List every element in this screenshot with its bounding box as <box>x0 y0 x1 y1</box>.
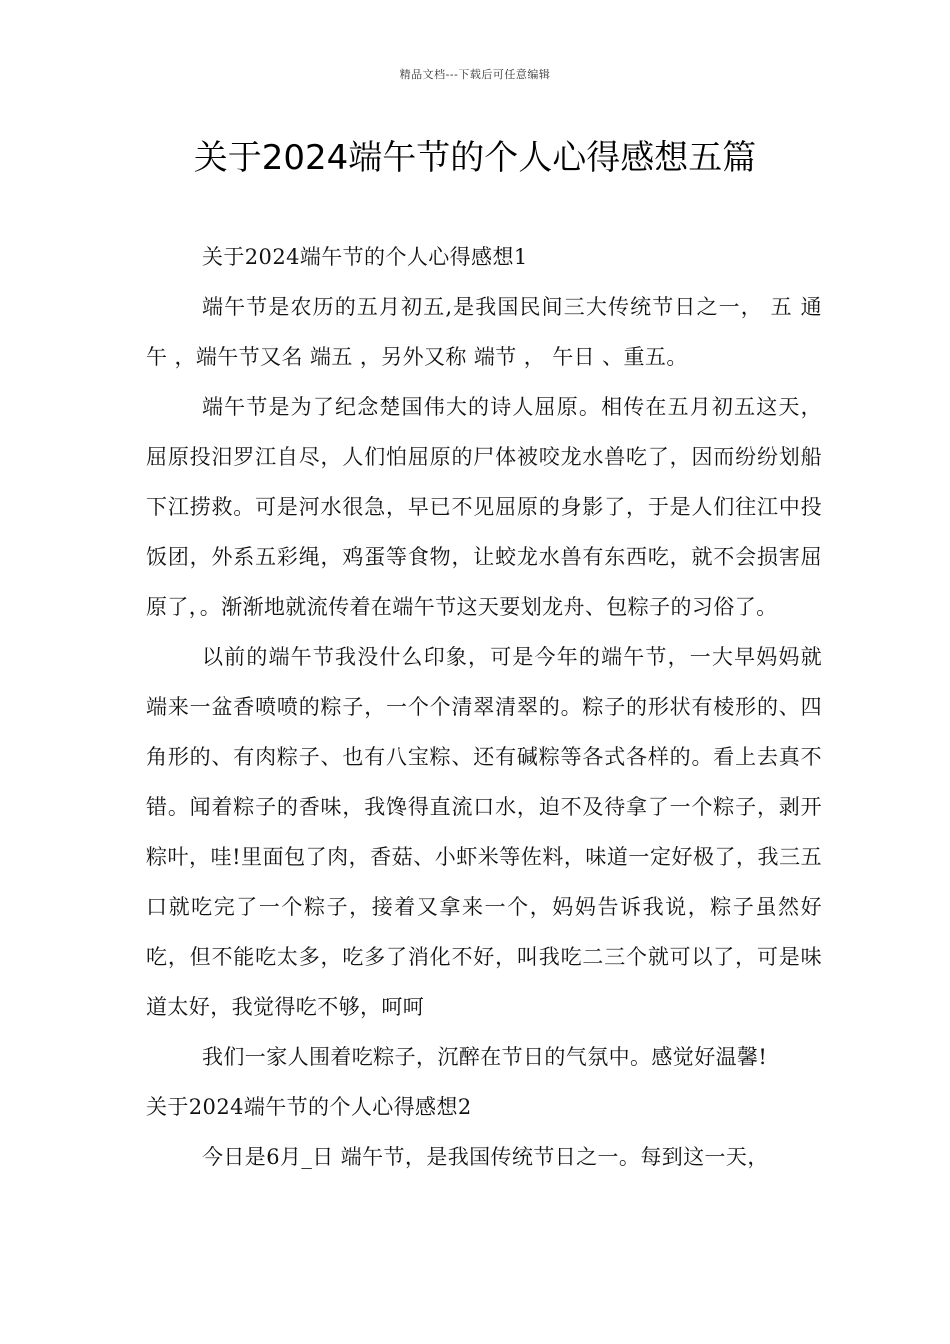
header-note: 精品文档---下载后可任意编辑 <box>399 68 551 81</box>
document-title: 关于2024端午节的个人心得感想五篇 <box>193 138 757 178</box>
paragraph: 以前的端午节我没什么印象，可是今年的端午节，一大早妈妈就端来一盆香喷喷的粽子，一个个清翠清翠的。粽子的形状有棱形的、四角形的、有肉粽子、也有八宝粽、还有碱粽等各式各样的。看上去真不错。闻着粽子的香味，我馋得直流口水，迫不及待拿了一个粽子，剥开粽叶，哇!里面包了肉，香菇、小虾米等佐料，味道一定好极了，我三五口就吃完了一个粽子，接着又拿来一个，妈妈告诉我说，粽子虽然好吃，但不能吃太多，吃多了消化不好，叫我吃二三个就可以了，可是味道太好，我觉得吃不够，呵呵 <box>146 645 822 1019</box>
paragraph: 端午节是农历的五月初五,是我国民间三大传统节日之一， 五 通 午 ，端午节又名 端五 ，另外又称 端节 ， 午日 、重五。 <box>146 295 822 369</box>
paragraph: 今日是6月_日 端午节，是我国传统节日之一。每到这一天， <box>202 1145 769 1169</box>
paragraph: 我们一家人围着吃粽子，沉醉在节日的气氛中。感觉好温馨! <box>202 1045 768 1069</box>
document-body <box>146 232 822 1182</box>
paragraph-heading-1: 关于2024端午节的个人心得感想1 <box>202 245 528 269</box>
paragraph-heading-2: 关于2024端午节的个人心得感想2 <box>146 1095 472 1119</box>
paragraph: 端午节是为了纪念楚国伟大的诗人屈原。相传在五月初五这天，屈原投汨罗江自尽，人们怕屈原的尸体被咬龙水兽吃了，因而纷纷划船下江捞救。可是河水很急，早已不见屈原的身影了，于是人们往江中投饭团，外系五彩绳，鸡蛋等食物，让蛟龙水兽有东西吃，就不会损害屈原了，。渐渐地就流传着在端午节这天要划龙舟、包粽子的习俗了。 <box>146 395 822 619</box>
